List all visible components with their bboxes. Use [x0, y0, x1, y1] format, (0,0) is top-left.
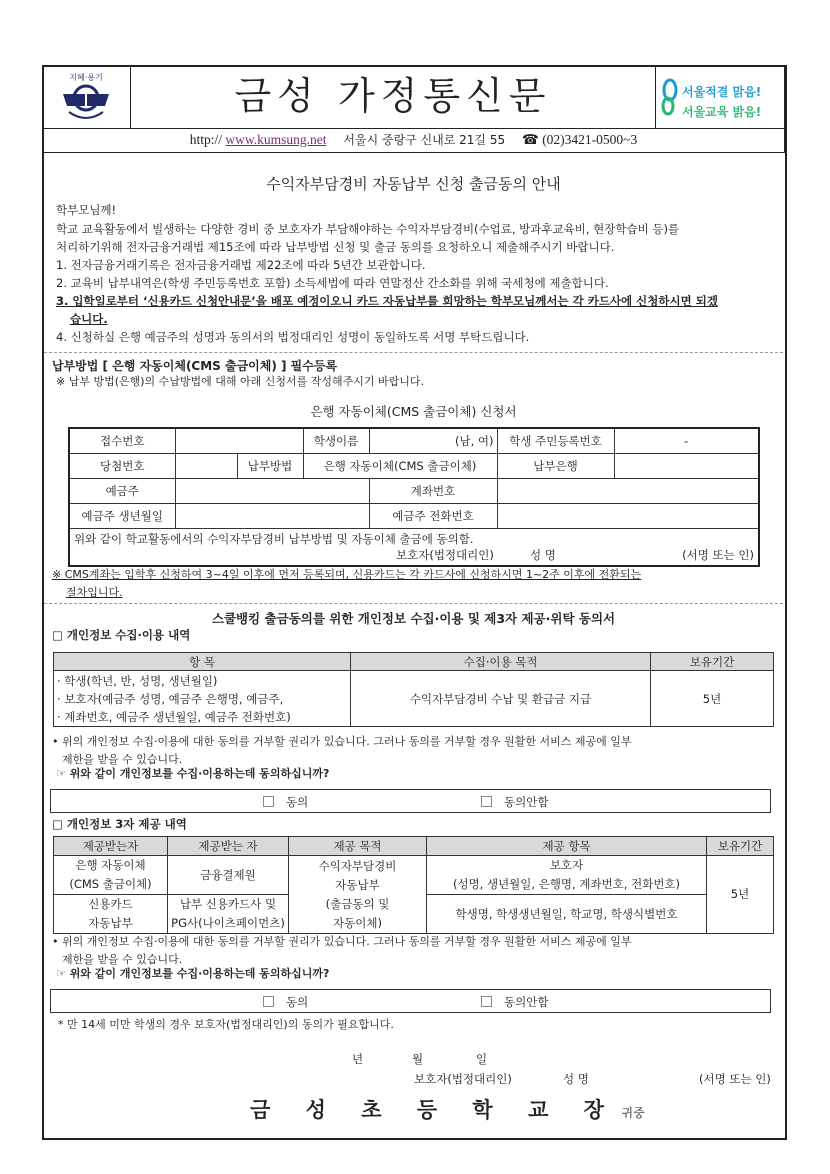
day-field[interactable]: 일 — [476, 1052, 488, 1066]
refusal-note — [52, 733, 631, 769]
addressee — [250, 1094, 645, 1124]
disagree-checkbox[interactable] — [481, 794, 548, 810]
retention-period: 5년 — [707, 856, 774, 934]
consent-question: ☞ 위와 같이 개인정보를 수집·이용하는데 동의하십니까? — [56, 967, 330, 980]
honorific: 귀중 — [621, 1106, 645, 1120]
note-line: 제한을 받을 수 있습니다. — [62, 953, 183, 966]
gender-option[interactable]: (남, 여) — [454, 433, 494, 448]
checkbox-icon — [481, 996, 492, 1007]
url-prefix: http:// — [189, 132, 223, 147]
notice-body — [56, 220, 718, 346]
greeting: 학부모님께! — [56, 203, 117, 217]
student-rrn-field[interactable]: - — [614, 428, 759, 453]
intro-line: 학교 교육활동에서 빌생하는 다양한 경비 중 보호자가 부담해야하는 수익자부담경비(수업료, 방과후교육비, 현장학습비 등)를 — [56, 222, 680, 236]
method-value: 은행 자동이체(CMS 출금이체) — [303, 453, 497, 478]
guardian-label: 보호자(법정대리인) — [414, 1072, 512, 1086]
checkbox-icon — [263, 796, 274, 807]
telephone-icon: ☎ — [521, 132, 539, 147]
signature-name-field[interactable]: 성 명 — [563, 1072, 589, 1086]
phone-number: (02)3421-0500~3 — [542, 132, 638, 147]
svg-text:지혜·용기: 지혜·용기 — [69, 73, 103, 82]
agree-checkbox[interactable] — [263, 994, 308, 1010]
account-field[interactable] — [497, 478, 759, 503]
column-header: 보유기간 — [707, 837, 774, 856]
holder-birth-label: 예금주 생년월일 — [69, 503, 175, 528]
lottery-no-label: 당첨번호 — [69, 453, 175, 478]
slogan-logo-icon — [656, 66, 784, 128]
method-label: 납부방법 — [237, 453, 303, 478]
signature-name-field[interactable]: 성 명 — [530, 547, 556, 562]
cms-application-form — [68, 427, 760, 567]
consent-cell — [69, 528, 759, 566]
divider — [44, 352, 783, 353]
section-third-party: □ 개인정보 3자 제공 내역 — [52, 817, 187, 831]
third-party-table — [53, 836, 774, 934]
notice-item: 3. 입학일로부터 ‘신용카드 신청안내문’을 배포 예정이오니 카드 자동납부를 희망하는 학부모님께서는 각 카드사에 신청하시면 되겠 — [56, 294, 718, 308]
consent-choice-box — [50, 789, 771, 813]
holder-phone-field[interactable] — [497, 503, 759, 528]
column-header: 보유기간 — [651, 653, 774, 671]
svg-text:서울적결 맑음!: 서울적결 맑음! — [682, 85, 762, 99]
consent-text: 위와 같이 학교활동에서의 수익자부담경비 납부방법 및 자동이체 출금에 동의함. — [74, 531, 474, 546]
divider — [44, 603, 783, 604]
item-line: · 계좌번호, 예금주 생년월일, 예금주 전화번호) — [57, 709, 291, 724]
page-title: 금성 가정통신문 — [130, 65, 656, 129]
address: 서울시 중랑구 신내로 21길 55 — [343, 133, 506, 147]
recipient-cell: 은행 자동이체 (CMS 출금이체) — [54, 856, 168, 895]
item-line: · 보호자(예금주 성명, 예금주 은행명, 예금주, — [57, 691, 284, 706]
provider-cell: 금융결제원 — [168, 856, 289, 895]
disagree-label: 동의안함 — [504, 995, 549, 1009]
bank-field[interactable] — [614, 453, 759, 478]
holder-field[interactable] — [175, 478, 369, 503]
column-header: 제공 목적 — [289, 837, 427, 856]
collection-table — [53, 652, 774, 727]
column-header: 제공 항목 — [427, 837, 707, 856]
collection-purpose: 수익자부담경비 수납 및 환급금 지급 — [351, 671, 651, 727]
provided-items-cell: 보호자 (성명, 생년월일, 은행명, 계좌번호, 전화번호) — [427, 856, 707, 895]
form-title: 은행 자동이체(CMS 출금이체) 신청서 — [310, 404, 517, 419]
column-header: 제공받는자 — [54, 837, 168, 856]
privacy-title: 스쿨뱅킹 출금동의를 위한 개인정보 수집·이용 및 제3자 제공·위탁 동의서 — [211, 611, 616, 626]
year-field[interactable]: 년 — [352, 1052, 364, 1066]
collected-items — [54, 671, 351, 727]
age-note: * 만 14세 미만 학생의 경우 보호자(법정대리인)의 동의가 필요합니다. — [58, 1018, 394, 1031]
column-header: 제공받는 자 — [168, 837, 289, 856]
student-name-field[interactable] — [369, 428, 497, 453]
column-header: 수집·이용 목적 — [351, 653, 651, 671]
provider-cell: 납부 신용카드사 및 PG사(나이츠페이먼츠) — [168, 895, 289, 934]
purpose-cell: 수익자부담경비 자동납부 (출금동의 및 자동이체) — [289, 856, 427, 934]
holder-birth-field[interactable] — [175, 503, 369, 528]
student-rrn-label: 학생 주민등록번호 — [497, 428, 614, 453]
receipt-no-field[interactable] — [175, 428, 303, 453]
consent-question: ☞ 위와 같이 개인정보를 수집·이용하는데 동의하십니까? — [56, 767, 330, 780]
intro-line: 처리하기위해 전자금융거래법 제15조에 따라 납부방법 신청 및 출금 동의를 요청하오니 제출해주시기 바랍니다. — [56, 240, 615, 254]
note-line: 제한을 받을 수 있습니다. — [62, 753, 183, 766]
notice-item: 1. 전자금융거래기록은 전자금융거래법 제22조에 따라 5년간 보관합니다. — [56, 258, 426, 272]
section-collection: □ 개인정보 수집·이용 내역 — [52, 628, 191, 642]
bank-label: 납부은행 — [497, 453, 614, 478]
cms-note-line: ※ CMS계좌는 입학후 신청하여 3~4일 이후에 먼저 등록되며, 신용카드는 각 카드사에 신청하시면 1~2주 이후에 전환되는 — [52, 568, 642, 581]
holder-phone-label: 예금주 전화번호 — [369, 503, 497, 528]
note-line: • 위의 개인정보 수집·이용에 대한 동의를 거부할 권리가 있습니다. 그러나 동의를 거부할 경우 원활한 서비스 제공에 일부 — [52, 935, 632, 948]
notice-title: 수익자부담경비 자동납부 신청 출금동의 안내 — [266, 175, 561, 193]
school-emblem — [42, 65, 131, 129]
slogan-logo — [655, 65, 785, 129]
payment-note: ※ 납부 방법(은행)의 수납방법에 대해 아래 신청서를 작성해주시기 바랍니다. — [56, 375, 425, 388]
svg-text:서울교육 밝음!: 서울교육 밝음! — [682, 105, 762, 119]
payment-heading: 납부방법 [ 은행 자동이체(CMS 출금이체) ] 필수등록 — [52, 359, 338, 373]
disagree-label: 동의안함 — [504, 795, 549, 809]
cms-note — [52, 566, 641, 602]
consent-choice-box — [50, 989, 771, 1013]
retention-period: 5년 — [651, 671, 774, 727]
lottery-no-field[interactable] — [175, 453, 237, 478]
checkbox-icon — [481, 796, 492, 807]
contact-row — [42, 128, 785, 153]
refusal-note — [52, 933, 631, 969]
guardian-label: 보호자(법정대리인) — [396, 547, 494, 562]
column-header: 항 목 — [54, 653, 351, 671]
item-line: · 학생(학년, 반, 성명, 생년월일) — [57, 673, 218, 688]
holder-label: 예금주 — [69, 478, 175, 503]
notice-item: 2. 교육비 납부내역은(학생 주민등록번호 포함) 소득세법에 따라 연말정산 간소화를 위해 국세청에 제출합니다. — [56, 276, 609, 290]
student-name-label: 학생이름 — [303, 428, 369, 453]
note-line: • 위의 개인정보 수집·이용에 대한 동의를 거부할 권리가 있습니다. 그러나 동의를 거부할 경우 원활한 서비스 제공에 일부 — [52, 735, 632, 748]
agree-checkbox[interactable] — [263, 794, 308, 810]
signature-hint: (서명 또는 인) — [699, 1072, 771, 1086]
notice-item: 습니다. — [70, 312, 108, 326]
month-field[interactable]: 월 — [412, 1052, 424, 1066]
cms-note-line: 절차입니다. — [66, 586, 123, 599]
checkbox-icon — [263, 996, 274, 1007]
receipt-no-label: 접수번호 — [69, 428, 175, 453]
principal-title: 금 성 초 등 학 교 장 — [250, 1098, 618, 1122]
school-website-link[interactable]: www.kumsung.net — [225, 132, 327, 147]
recipient-cell: 신용카드 자동납부 — [54, 895, 168, 934]
disagree-checkbox[interactable] — [481, 994, 548, 1010]
agree-label: 동의 — [286, 995, 309, 1009]
signature-hint: (서명 또는 인) — [682, 547, 754, 562]
provided-items-cell: 학생명, 학생생년월일, 학교명, 학생식별번호 — [427, 895, 707, 934]
account-label: 계좌번호 — [369, 478, 497, 503]
agree-label: 동의 — [286, 795, 309, 809]
school-emblem-icon — [43, 66, 130, 128]
notice-item: 4. 신청하실 은행 예금주의 성명과 동의서의 법정대리인 성명이 동일하도록 서명 부탁드립니다. — [56, 330, 530, 344]
